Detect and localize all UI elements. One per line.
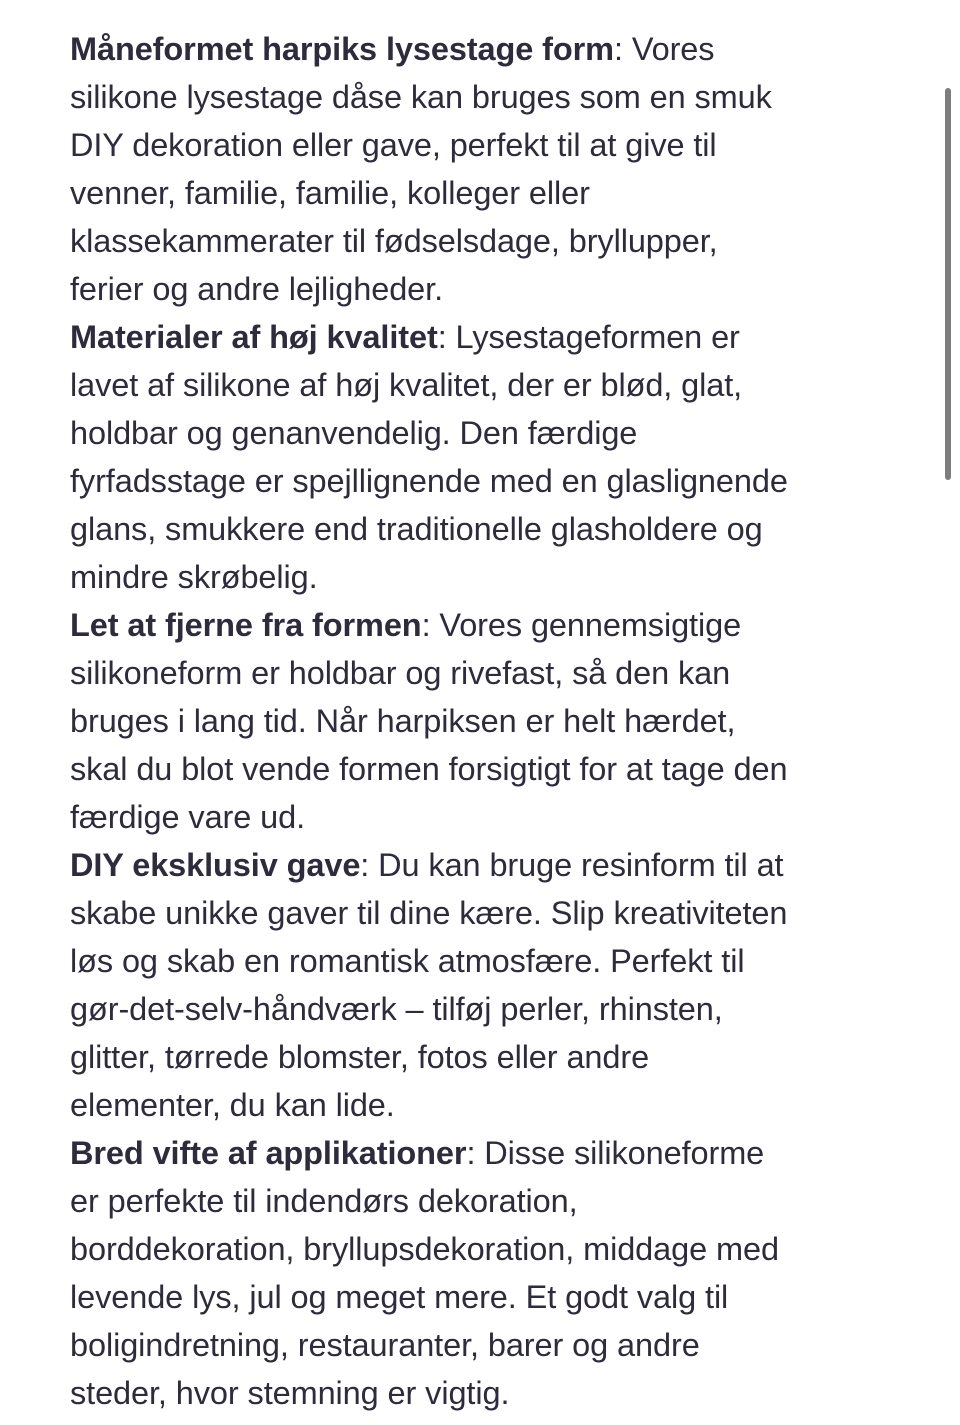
feature-text: Disse silikoneforme er perfekte til indendørs dekoration, borddekoration, bryllupsdekoration, middage med levende lys, jul og meget mere. Et godt valg til boligindretning, restauranter, barer og andre steder, hvor stemning er vigtig. bbox=[70, 1135, 779, 1411]
feature-text: Lysestageformen er lavet af silikone af høj kvalitet, der er blød, glat, holdbar og genanvendelig. Den færdige fyrfadsstage er spejllignende med en glaslignende glans, smukkere end traditionelle glasholdere og mindre skrøbelig. bbox=[70, 319, 788, 595]
feature-block bbox=[70, 313, 792, 601]
feature-separator: : bbox=[437, 319, 456, 355]
feature-title: Let at fjerne fra formen bbox=[70, 607, 422, 643]
feature-separator: : bbox=[421, 607, 440, 643]
feature-block bbox=[70, 601, 792, 841]
feature-title: Måneformet harpiks lysestage form bbox=[70, 31, 614, 67]
feature-block bbox=[70, 841, 792, 1129]
feature-separator: : bbox=[466, 1135, 485, 1171]
feature-title: Materialer af høj kvalitet bbox=[70, 319, 438, 355]
product-description bbox=[70, 0, 792, 1417]
feature-title: DIY eksklusiv gave bbox=[70, 847, 361, 883]
feature-block bbox=[70, 1129, 792, 1417]
scrollbar-thumb[interactable] bbox=[945, 88, 951, 480]
feature-block bbox=[70, 0, 792, 313]
feature-text: Du kan bruge resinform til at skabe unikke gaver til dine kære. Slip kreativiteten løs og skab en romantisk atmosfære. Perfekt til gør-det-selv-håndværk – tilføj perler, rhinsten, glitter, tørrede blomster, fotos eller andre elementer, du kan lide. bbox=[70, 847, 788, 1123]
feature-text: Vores silikone lysestage dåse kan bruges som en smuk DIY dekoration eller gave, perfekt til at give til venner, familie, familie, kolleger eller klassekammerater til fødselsdage, bryllupper, ferier og andre lejligheder. bbox=[70, 31, 772, 307]
feature-separator: : bbox=[613, 31, 632, 67]
feature-text: Vores gennemsigtige silikoneform er holdbar og rivefast, så den kan bruges i lang tid. Når harpiksen er helt hærdet, skal du blot vende formen forsigtigt for at tage den færdige vare ud. bbox=[70, 607, 788, 835]
feature-title: Bred vifte af applikationer bbox=[70, 1135, 467, 1171]
vertical-scrollbar[interactable] bbox=[944, 0, 952, 1425]
feature-separator: : bbox=[360, 847, 379, 883]
